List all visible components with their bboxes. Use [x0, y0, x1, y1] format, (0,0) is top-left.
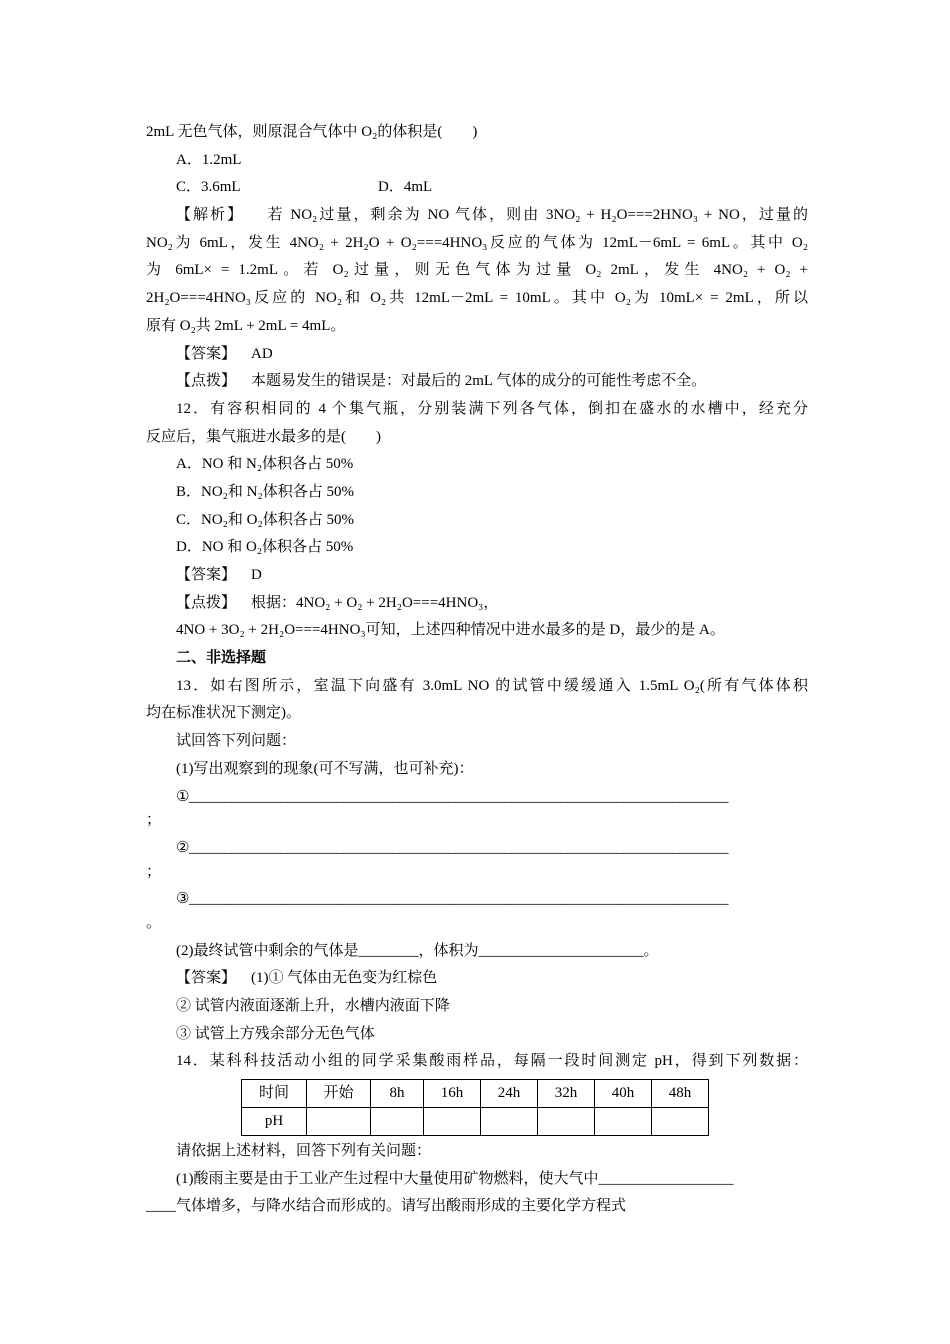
answer-tag: 【答案】 — [176, 345, 237, 362]
q12-answer — [146, 562, 808, 590]
q13-blank-1-end: ； — [146, 812, 162, 829]
table-header-cell: 时间 — [242, 1080, 307, 1108]
section-title: 二、非选择题 — [176, 650, 267, 667]
table-header-cell: 32h — [538, 1080, 595, 1108]
answer-value: AD — [251, 345, 273, 362]
q14-sub1[interactable]: (1)酸雨主要是由于工业产生过程中大量使用矿物燃料，使大气中__________________ — [176, 1170, 734, 1187]
q13-blank-2[interactable]: ②_____________________________________________________________________________ — [176, 839, 728, 856]
tip-tag: 【点拨】 — [176, 594, 237, 611]
table-header-cell: 40h — [595, 1080, 652, 1108]
q13-sub1: (1)写出观察到的现象(可不写满，也可补充)： — [176, 760, 474, 777]
q12-option-a: A．NO 和 N₂体积各占 50% — [176, 456, 354, 473]
q14-after-table: 请依据上述材料，回答下列有关问题： — [176, 1143, 432, 1160]
q11-option-c: C．3.6mL — [176, 179, 241, 196]
q12-stem: 反应后，集气瓶进水最多的是( ) — [146, 428, 381, 445]
q11-tip — [146, 368, 808, 396]
answer-tag: 【答案】 — [176, 567, 237, 583]
table-header-cell: 8h — [371, 1080, 424, 1108]
q11-answer — [146, 341, 808, 369]
q11-option-d: D．4mL — [378, 179, 433, 196]
q12-option-c: C．NO₂和 O₂体积各占 50% — [176, 511, 354, 528]
q13-answer-2: ② 试管内液面逐渐上升，水槽内液面下降 — [176, 998, 450, 1014]
q12-option-d: D．NO 和 O₂体积各占 50% — [176, 539, 354, 556]
q12-option-b: B．NO₂和 N₂体积各占 50% — [176, 483, 354, 500]
q12-tip-continued: 4NO + 3O₂ + 2H₂O===4HNO₃可知，上述四种情况中进水最多的是 D，最少的是 A。 — [176, 622, 725, 639]
q11-analysis-line: 原有 O₂共 2mL + 2mL = 4mL。 — [146, 317, 346, 334]
q14-sub1-continued[interactable]: ____气体增多，与降水结合而形成的。请写出酸雨形成的主要化学方程式 — [146, 1198, 627, 1215]
tip-text: 根据：4NO₂ + O₂ + 2H₂O===4HNO₃， — [251, 594, 499, 611]
q11-options-cd — [146, 174, 808, 202]
q13-blank-1[interactable]: ①_____________________________________________________________________________ — [176, 788, 728, 805]
table-cell[interactable] — [538, 1108, 595, 1136]
q13-stem: 均在标准状况下测定)。 — [146, 705, 301, 722]
table-cell[interactable] — [652, 1108, 709, 1136]
q11-analysis-line: 【解析】 若 NO₂过量，剩余为 NO 气体，则由 3NO₂ + H₂O===2HNO₃ + NO，过量的 — [176, 207, 809, 224]
ph-data-table — [241, 1079, 709, 1136]
q13-blank-3[interactable]: ③_____________________________________________________________________________ — [176, 891, 728, 908]
q13-sub2[interactable]: (2)最终试管中剩余的气体是________，体积为______________________。 — [176, 942, 659, 959]
q11-stem-tail: 2mL 无色气体，则原混合气体中 O₂的体积是( ) — [146, 124, 478, 140]
table-header-cell: 开始 — [307, 1080, 371, 1108]
analysis-tag: 【解析】 — [176, 207, 245, 224]
table-cell[interactable] — [595, 1108, 652, 1136]
document-page — [146, 119, 808, 1221]
answer-value: (1)① 气体由无色变为红棕色 — [251, 970, 438, 987]
q11-analysis-line: NO₂为 6mL，发生 4NO₂ + 2H₂O + O₂===4HNO₃反应的气体为 12mL－6mL = 6mL。其中 O₂ — [146, 234, 808, 251]
q12-stem: 12．有容积相同的 4 个集气瓶，分别装满下列各气体，倒扣在盛水的水槽中，经充分 — [176, 400, 808, 417]
table-cell[interactable] — [307, 1108, 371, 1136]
tip-text: 本题易发生的错误是：对最后的 2mL 气体的成分的可能性考虑不全。 — [251, 373, 707, 390]
table-cell[interactable] — [371, 1108, 424, 1136]
answer-tag: 【答案】 — [176, 970, 237, 987]
q13-stem: 13．如右图所示，室温下向盛有 3.0mL NO 的试管中缓缓通入 1.5mL O₂(所有气体体积 — [176, 677, 808, 694]
q13-blank-3-end: 。 — [146, 914, 162, 931]
table-cell[interactable] — [424, 1108, 481, 1136]
q13-prompt: 试回答下列问题： — [176, 733, 297, 750]
table-cell[interactable] — [481, 1108, 538, 1136]
table-header-cell: 48h — [652, 1080, 709, 1108]
q14-stem: 14．某科科技活动小组的同学采集酸雨样品，每隔一段时间测定 pH，得到下列数据： — [176, 1053, 808, 1070]
table-row-label: pH — [242, 1108, 307, 1136]
q13-blank-2-end: ； — [146, 863, 162, 880]
q11-analysis-line: 2H₂O===4HNO₃反应的 NO₂和 O₂共 12mL－2mL = 10mL。其中 O₂为 10mL× = 2mL，所以 — [146, 290, 808, 307]
table-header-cell: 16h — [424, 1080, 481, 1108]
table-header-cell: 24h — [481, 1080, 538, 1108]
q12-tip — [146, 590, 808, 618]
q13-answer-3: ③ 试管上方残余部分无色气体 — [176, 1025, 375, 1042]
answer-value: D — [251, 567, 262, 583]
q13-answer — [146, 965, 808, 993]
tip-tag: 【点拨】 — [176, 373, 237, 390]
table-row — [242, 1108, 709, 1136]
table-header-row — [242, 1080, 709, 1108]
q11-analysis-line: 为 6mL× = 1.2mL。若 O₂过量，则无色气体为过量 O₂ 2mL，发生 4NO₂ + O₂ + — [146, 262, 808, 279]
q11-option-a: A．1.2mL — [176, 151, 242, 168]
